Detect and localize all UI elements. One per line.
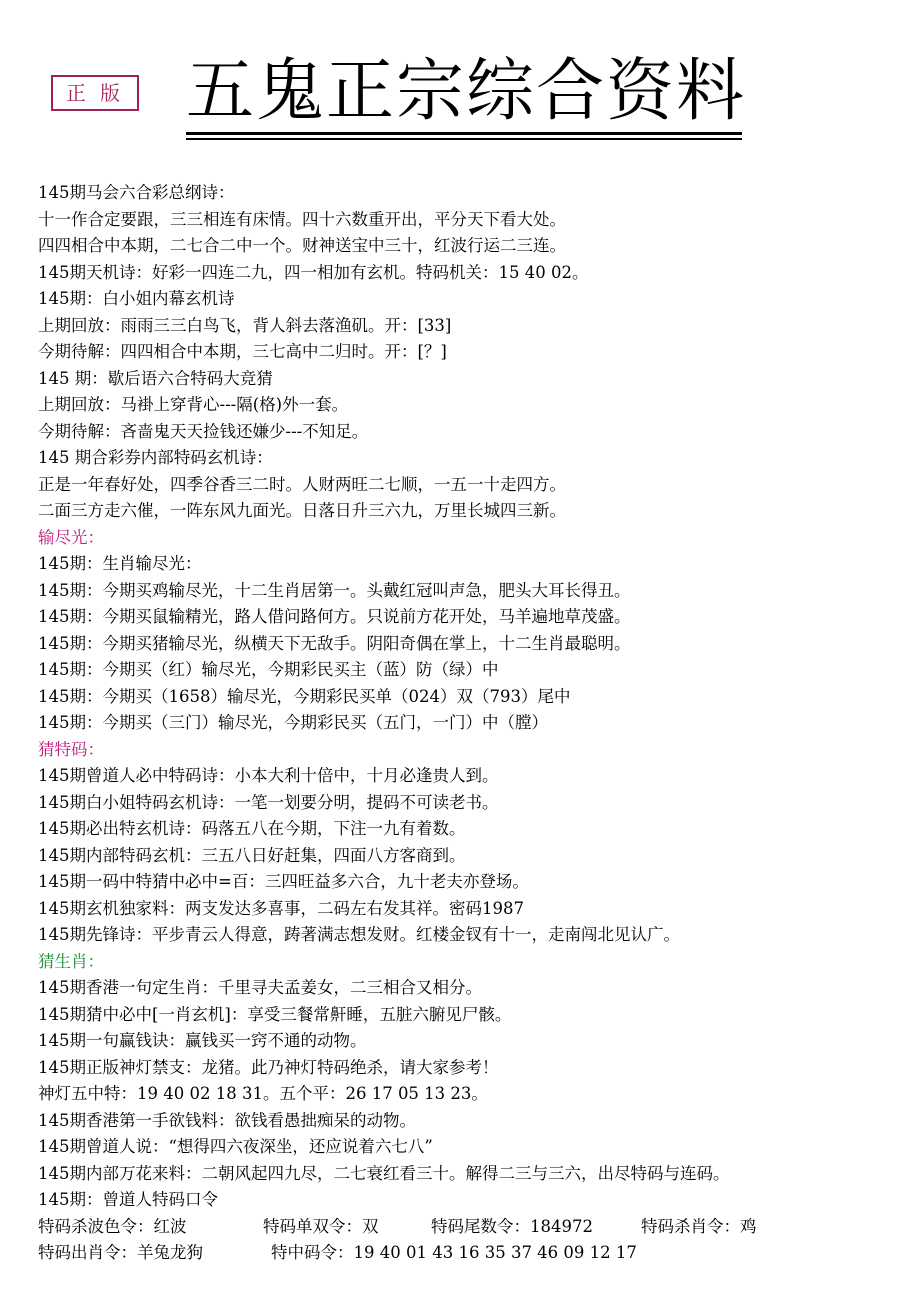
command-kill-color: 特码杀波色令：红波 (38, 1216, 187, 1236)
title-underline (186, 132, 742, 135)
text-line: 145期：今期买（红）输尽光，今期彩民买主（蓝）防（绿）中 (38, 660, 499, 679)
section-heading: 输尽光： (38, 527, 104, 547)
text-line: 145期猜中必中[一肖玄机]：享受三餐常鼾睡，五脏六腑见尸骸。 (38, 1004, 512, 1024)
text-line: 145期先锋诗：平步青云人得意，踌著满志想发财。红楼金钗有十一，走南闯北见认广。 (38, 925, 680, 944)
text-line: 145期：今期买（1658）输尽光，今期彩民买单（024）双（793）尾中 (38, 686, 571, 706)
text-line: 今期待解：四四相合中本期，三七高中二归时。开：[？] (38, 342, 447, 361)
text-line: 145 期合彩券内部特码玄机诗： (38, 448, 273, 467)
content-body (38, 180, 888, 1267)
text-line: 145期香港一句定生肖：千里寻夫孟姜女，二三相合又相分。 (38, 978, 482, 997)
command-odd-even: 特码单双令：双 (263, 1216, 379, 1236)
text-line: 十一作合定要跟，三三相连有床情。四十六数重开出，平分天下看大处。 (38, 209, 566, 229)
text-line: 二面三方走六催，一阵东风九面光。日落日升三六九，万里长城四三新。 (38, 501, 566, 520)
text-line: 145 期：歇后语六合特码大竞猜 (38, 368, 273, 388)
command-hit-numbers: 特中码令：19 40 01 43 16 35 37 46 09 12 17 (271, 1243, 637, 1262)
text-line: 上期回放：马褂上穿背心---隔(格)外一套。 (38, 395, 349, 414)
text-line: 145期正版神灯禁支：龙猪。此乃神灯特码绝杀，请大家参考！ (38, 1057, 499, 1077)
text-line: 四四相合中本期，二七合二中一个。财神送宝中三十，红波行运二三连。 (38, 236, 566, 255)
text-line: 145期香港第一手欲钱料：欲钱看愚拙痴呆的动物。 (38, 1110, 416, 1130)
text-line: 145期白小姐特码玄机诗：一笔一划要分明，提码不可读老书。 (38, 792, 499, 812)
text-line: 145期内部万花来料：二朝风起四九尽，二七衰红看三十。解得二三与三六，出尽特码与连码。 (38, 1163, 730, 1183)
text-line: 145期：白小姐内幕玄机诗 (38, 289, 235, 308)
text-line: 上期回放：雨雨三三白鸟飞，背人斜去落渔矶。开：[33] (38, 315, 452, 335)
text-line: 正是一年春好处，四季谷香三二时。人财两旺二七顺，一五一十走四方。 (38, 474, 566, 494)
text-line: 145期曾道人必中特码诗：小本大利十倍中，十月必逢贵人到。 (38, 766, 499, 785)
text-line: 145期必出特玄机诗：码落五八在今期，下注一九有着数。 (38, 819, 466, 838)
text-line: 145期：曾道人特码口令 (38, 1190, 218, 1209)
text-line: 145期一句赢钱诀：赢钱买一窍不通的动物。 (38, 1031, 367, 1050)
section-heading: 猜特码： (38, 739, 104, 759)
text-line: 145期曾道人说：“想得四六夜深坐，还应说着六七八” (38, 1137, 433, 1156)
text-line: 145期玄机独家料：两支发达多喜事，二码左右发其祥。密码1987 (38, 898, 524, 918)
text-line: 145期：今期买（三门）输尽光，今期彩民买（五门，一门）中（膛） (38, 713, 548, 732)
text-line: 今期待解：吝啬鬼天天捡钱还嫌少---不知足。 (38, 421, 369, 441)
text-line: 145期一码中特猜中必中=百：三四旺益多六合，九十老夫亦登场。 (38, 872, 529, 891)
page-title: 五鬼正宗综合资料 (186, 52, 747, 131)
text-line: 145期：今期买鼠输精光，路人借问路何方。只说前方花开处，马羊遍地草茂盛。 (38, 607, 631, 626)
text-lines (38, 180, 888, 1214)
command-out-zodiac: 特码出肖令：羊兔龙狗 (38, 1243, 203, 1262)
title-underline-secondary (186, 138, 742, 140)
text-line: 145期内部特码玄机：三五八日好赶集，四面八方客商到。 (38, 845, 466, 865)
text-line: 神灯五中特：19 40 02 18 31。五个平：26 17 05 13 23。 (38, 1084, 488, 1103)
command-row-2 (38, 1240, 888, 1267)
command-tail-number: 特码尾数令：184972 (431, 1216, 593, 1236)
text-line: 145期：生肖输尽光： (38, 554, 202, 573)
section-heading: 猜生肖： (38, 951, 104, 971)
command-row-1 (38, 1214, 888, 1241)
edition-badge: 正 版 (51, 75, 139, 111)
text-line: 145期马会六合彩总纲诗： (38, 183, 235, 202)
text-line: 145期：今期买鸡输尽光，十二生肖居第一。头戴红冠叫声急，肥头大耳长得丑。 (38, 580, 631, 600)
text-line: 145期：今期买猪输尽光，纵横天下无敌手。阴阳奇偶在掌上，十二生肖最聪明。 (38, 633, 631, 653)
text-line: 145期天机诗：好彩一四连二九，四一相加有玄机。特码机关：15 40 02。 (38, 262, 589, 282)
command-kill-zodiac: 特码杀肖令：鸡 (641, 1216, 757, 1236)
